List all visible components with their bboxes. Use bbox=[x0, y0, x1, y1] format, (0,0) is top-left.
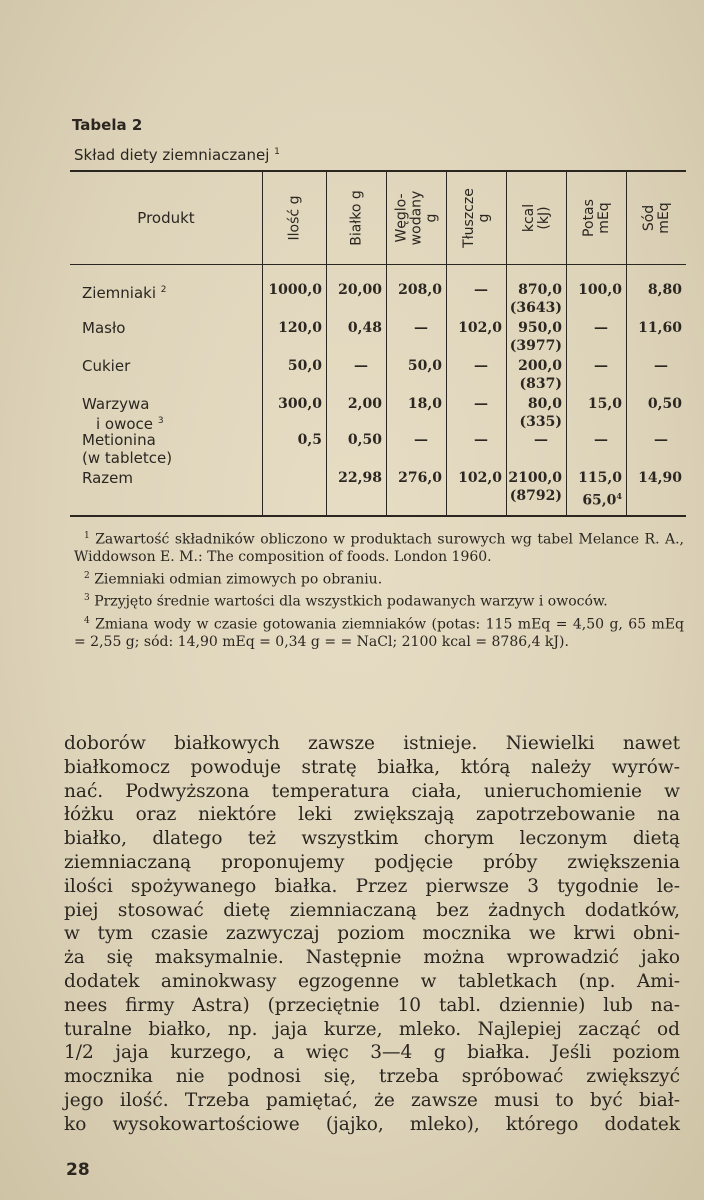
table-cell: 100,0 bbox=[578, 282, 622, 298]
header-tluszcze: Tłuszcze g bbox=[446, 172, 506, 264]
table-cell-kj: (3977) bbox=[509, 338, 562, 354]
table-cell: 80,0 bbox=[527, 396, 562, 412]
text-line: doborów białkowych zawsze istnieje. Niewielki nawet bbox=[64, 733, 680, 754]
table-cell: 200,0 bbox=[518, 358, 562, 374]
table-cell: 1000,0 bbox=[268, 282, 322, 298]
text-line: ilości spożywanego białka. Przez pierwsze 3 tygodnie le- bbox=[64, 875, 680, 897]
table-cell: 50,0 bbox=[407, 358, 442, 374]
table-cell: 50,0 bbox=[287, 358, 322, 374]
table-cell: 102,0 bbox=[458, 320, 502, 336]
product-name: Cukier bbox=[82, 357, 131, 375]
text-line: w tym czasie zazwyczaj poziom mocznika we krwi obni- bbox=[64, 923, 680, 945]
table-cell: 2,00 bbox=[347, 396, 382, 412]
text-line: piej stosować dietę ziemniaczaną bez żadnych dodatków, bbox=[64, 899, 680, 921]
footnote: $^2$ Ziemniaki odmian zimowych po obraniu. bbox=[84, 570, 383, 588]
table-cell: 15,0 bbox=[587, 396, 622, 412]
table-cell: 0,50 bbox=[347, 432, 382, 448]
table-cell: — bbox=[654, 432, 668, 448]
table-cell: — bbox=[654, 358, 668, 374]
table-cell: 950,0 bbox=[518, 320, 562, 336]
text-line: ziemniaczaną proponujemy podjęcie próby zwiększenia bbox=[64, 851, 680, 873]
text-line: nees firmy Astra) (przeciętnie 10 tabl. dziennie) lub na- bbox=[64, 994, 680, 1016]
footnote: $^3$ Przyjęto średnie wartości dla wszystkich podawanych warzyw i owoców. bbox=[84, 593, 608, 610]
table-cell: 0,5 bbox=[297, 432, 322, 448]
table-cell: — bbox=[594, 320, 608, 336]
table-cell: 2100,0 bbox=[508, 470, 562, 486]
table-cell: 0,50 bbox=[647, 396, 682, 412]
table-cell-kj: (3643) bbox=[509, 300, 562, 316]
table-cell: 115,0 bbox=[578, 470, 622, 486]
table-cell: 65,0$^4$ bbox=[582, 491, 622, 509]
text-line: ko wysokowartościowe (jajko, mleko), którego dodatek bbox=[64, 1113, 680, 1135]
table-cell: 22,98 bbox=[338, 470, 382, 486]
column-bialko bbox=[326, 265, 386, 515]
column-weglowodany bbox=[386, 265, 446, 515]
table-cell: — bbox=[534, 432, 548, 448]
diet-composition-table bbox=[70, 170, 686, 517]
table-cell-kj: (837) bbox=[519, 376, 562, 392]
table-cell: 8,80 bbox=[647, 282, 682, 298]
column-kcal bbox=[506, 265, 566, 515]
product-name: Razem bbox=[82, 469, 133, 487]
table-cell: 276,0 bbox=[398, 470, 442, 486]
column-ilosc bbox=[262, 265, 326, 515]
column-sod bbox=[626, 265, 686, 515]
table-cell-kj: (335) bbox=[519, 414, 562, 430]
table-cell: 870,0 bbox=[518, 282, 562, 298]
header-potas: Potas mEq bbox=[566, 172, 626, 264]
table-cell: — bbox=[414, 432, 428, 448]
text-line: białkomocz powoduje stratę białka, którą należy wyrów- bbox=[64, 756, 680, 778]
table-cell: 300,0 bbox=[278, 396, 322, 412]
footnote-ref: 1 bbox=[274, 147, 280, 157]
text-line: mocznika nie podnosi się, trzeba spróbować zwiększyć bbox=[64, 1066, 680, 1088]
table-cell: — bbox=[414, 320, 428, 336]
table-cell: — bbox=[474, 432, 488, 448]
product-name-line2: i owoce $^3$ bbox=[96, 415, 164, 433]
text-line: białko, dlatego też wszystkim chorym leczonym dietą bbox=[64, 828, 680, 850]
table-cell: — bbox=[474, 396, 488, 412]
product-name: Warzywa bbox=[82, 395, 150, 413]
table-cell: — bbox=[474, 282, 488, 298]
header-sod: Sód mEq bbox=[626, 172, 686, 264]
product-name: Metionina bbox=[82, 431, 156, 449]
page-number: 28 bbox=[66, 1160, 90, 1180]
product-name: Ziemniaki $^2$ bbox=[82, 284, 167, 302]
table-cell: 11,60 bbox=[638, 320, 682, 336]
table-cell: 20,00 bbox=[338, 282, 382, 298]
table-cell: — bbox=[354, 358, 368, 374]
table-bottom-rule bbox=[70, 515, 686, 517]
footnote: $^4$ Zmiana wody w czasie gotowania ziemniaków (potas: 115 mEq = 4,50 g, 65 mEq = 2,55 g; sód: 14,90 mEq = 0,34 g = = NaCl; 2100 kcal = 8786,4 kJ). bbox=[74, 615, 685, 650]
product-name: Masło bbox=[82, 319, 126, 337]
table-cell: 208,0 bbox=[398, 282, 442, 298]
column-potas bbox=[566, 265, 626, 515]
table-cell: — bbox=[594, 432, 608, 448]
product-name-line2: (w tabletce) bbox=[82, 449, 173, 467]
header-produkt: Produkt bbox=[137, 209, 195, 227]
header-ilosc: Ilość g bbox=[262, 172, 326, 264]
text-line: 1/2 jaja kurzego, a więc 3—4 g białka. Jeśli poziom bbox=[64, 1042, 680, 1064]
table-cell: — bbox=[594, 358, 608, 374]
body-text bbox=[64, 732, 680, 1137]
table-cell: 18,0 bbox=[407, 396, 442, 412]
table-cell: 120,0 bbox=[278, 320, 322, 336]
text-line: łóżku oraz niektóre leki zwiększają zapotrzebowanie na bbox=[64, 804, 680, 826]
text-line: ża się maksymalnie. Następnie można wprowadzić jako bbox=[64, 947, 680, 969]
text-line: jego ilość. Trzeba pamiętać, że zawsze musi to być biał- bbox=[64, 1089, 680, 1111]
table-cell: 14,90 bbox=[638, 470, 682, 486]
table-title: Skład diety ziemniaczanej $^1$ bbox=[74, 146, 280, 164]
text-line: turalne białko, np. jaja kurze, mleko. Najlepiej zacząć od bbox=[64, 1018, 680, 1040]
column-produkt bbox=[70, 265, 262, 515]
footnote: $^1$ Zawartość składników obliczono w produktach surowych wg tabel Melance R. A., Widdowson E. M.: The composition of foods. London 1960. bbox=[74, 531, 684, 565]
table-cell: 102,0 bbox=[458, 470, 502, 486]
table-cell: — bbox=[474, 358, 488, 374]
table-cell-kj: (8792) bbox=[509, 488, 562, 504]
table-body bbox=[70, 265, 686, 515]
header-kcal: kcal (kJ) bbox=[506, 172, 566, 264]
table-header bbox=[70, 172, 686, 264]
header-bialko: Białko g bbox=[326, 172, 386, 264]
text-line: nać. Podwyższona temperatura ciała, unieruchomienie w bbox=[64, 780, 680, 802]
table-label: Tabela 2 bbox=[72, 116, 143, 134]
column-tluszcze bbox=[446, 265, 506, 515]
table-footnotes bbox=[74, 528, 684, 653]
table-cell: 0,48 bbox=[347, 320, 382, 336]
text-line: dodatek aminokwasy egzogenne w tabletkach (np. Ami- bbox=[64, 970, 680, 992]
header-weglowodany: Węglo- wodany g bbox=[386, 172, 446, 264]
